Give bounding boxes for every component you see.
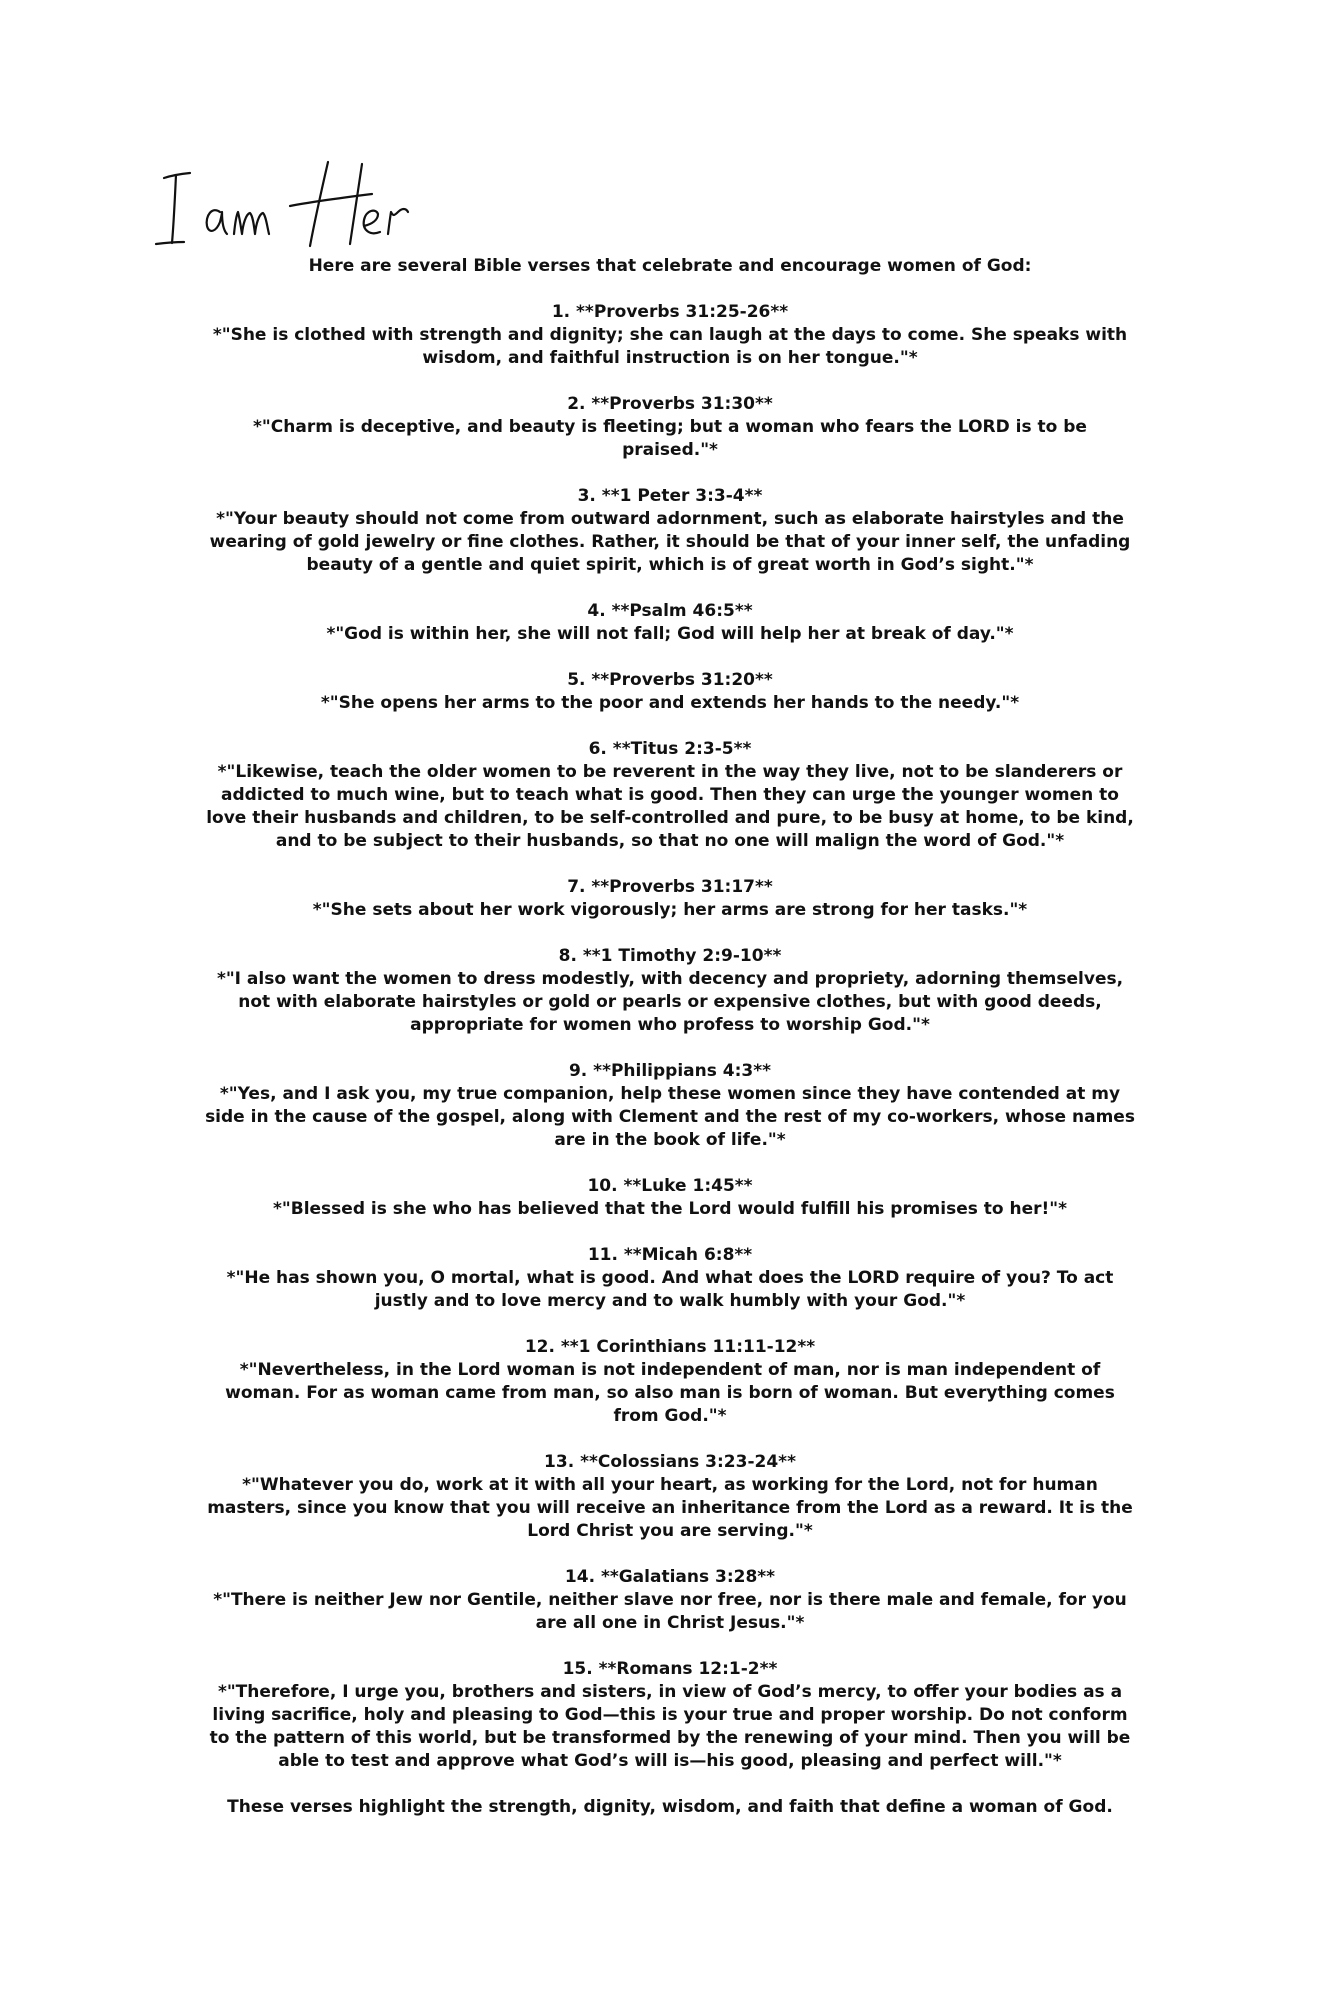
verse-reference: 7. **Proverbs 31:17** <box>567 877 773 897</box>
verse-reference: 13. **Colossians 3:23-24** <box>544 1452 796 1472</box>
verse-quote: *"Likewise, teach the older women to be reverent in the way they live, not to be slanderers or addicted to much wine, but to teach what is good. Then they can urge the younger women to love their husbands and children, to be self-controlled and pure, to be busy at home, to be kind, and to be subject to their husbands, so that no one will malign the word of God."* <box>206 762 1134 851</box>
verse-quote: *"Nevertheless, in the Lord woman is not independent of man, nor is man independent of woman. For as woman came from man, so also man is born of woman. But everything comes from God."* <box>225 1360 1115 1426</box>
verse-reference: 14. **Galatians 3:28** <box>564 1567 776 1587</box>
verse-quote: *"She opens her arms to the poor and extends her hands to the needy."* <box>320 693 1020 713</box>
verse-quote: *"Your beauty should not come from outward adornment, such as elaborate hairstyles and the wearing of gold jewelry or fine clothes. Rather, it should be that of your inner self, the unfading beauty of a gentle and quiet spirit, which is of great worth in God’s sight."* <box>209 509 1131 575</box>
verse-reference: 9. **Philippians 4:3** <box>568 1061 772 1081</box>
verse-reference: 15. **Romans 12:1-2** <box>562 1659 778 1679</box>
verse-item <box>205 669 1135 715</box>
verse-quote: *"Therefore, I urge you, brothers and sisters, in view of God’s mercy, to offer your bodies as a living sacrifice, holy and pleasing to God—this is your true and proper worship. Do not conform to the pattern of this world, but be transformed by the renewing of your mind. Then you will be able to test and approve what God’s will is—his good, pleasing and perfect will."* <box>209 1682 1131 1771</box>
verse-reference: 11. **Micah 6:8** <box>587 1245 753 1265</box>
verse-reference: 1. **Proverbs 31:25-26** <box>551 302 789 322</box>
verse-item <box>205 1566 1135 1635</box>
verse-reference: 2. **Proverbs 31:30** <box>567 394 773 414</box>
verse-reference: 10. **Luke 1:45** <box>587 1176 753 1196</box>
verse-item <box>205 945 1135 1037</box>
verse-item <box>205 1451 1135 1543</box>
verse-reference: 4. **Psalm 46:5** <box>587 601 753 621</box>
verse-reference: 6. **Titus 2:3-5** <box>588 739 752 759</box>
verse-quote: *"Charm is deceptive, and beauty is fleeting; but a woman who fears the LORD is to be praised."* <box>253 417 1087 460</box>
verse-reference: 5. **Proverbs 31:20** <box>567 670 773 690</box>
verse-item <box>205 1175 1135 1221</box>
verse-quote: *"Blessed is she who has believed that the Lord would fulfill his promises to her!"* <box>272 1199 1068 1219</box>
verse-quote: *"Whatever you do, work at it with all your heart, as working for the Lord, not for human masters, since you know that you will receive an inheritance from the Lord as a reward. It is the Lord Christ you are serving."* <box>207 1475 1133 1541</box>
verse-item <box>205 485 1135 577</box>
handwritten-title-graphic <box>150 150 430 260</box>
verse-item <box>205 876 1135 922</box>
verse-quote: *"Yes, and I ask you, my true companion, help these women since they have contended at my side in the cause of the gospel, along with Clement and the rest of my co-workers, whose names are in the book of life."* <box>205 1084 1135 1150</box>
verse-item <box>205 301 1135 370</box>
verse-quote: *"She sets about her work vigorously; her arms are strong for her tasks."* <box>312 900 1028 920</box>
verse-reference: 12. **1 Corinthians 11:11-12** <box>524 1337 816 1357</box>
verse-item <box>205 1658 1135 1773</box>
verse-quote: *"She is clothed with strength and dignity; she can laugh at the days to come. She speaks with wisdom, and faithful instruction is on her tongue."* <box>212 325 1128 368</box>
verse-item <box>205 1244 1135 1313</box>
verse-quote: *"I also want the women to dress modestly, with decency and propriety, adorning themselves, not with elaborate hairstyles or gold or pearls or expensive clothes, but with good deeds, appropriate for women who profess to worship God."* <box>216 969 1124 1035</box>
verse-quote: *"There is neither Jew nor Gentile, neither slave nor free, nor is there male and female, for you are all one in Christ Jesus."* <box>213 1590 1127 1633</box>
verse-item <box>205 738 1135 853</box>
verse-document <box>205 255 1135 1819</box>
verse-reference: 8. **1 Timothy 2:9-10** <box>558 946 782 966</box>
verse-quote: *"He has shown you, O mortal, what is good. And what does the LORD require of you? To act justly and to love mercy and to walk humbly with your God."* <box>226 1268 1114 1311</box>
verse-item <box>205 1060 1135 1152</box>
closing-text: These verses highlight the strength, dignity, wisdom, and faith that define a woman of God. <box>227 1797 1113 1817</box>
verse-reference: 3. **1 Peter 3:3-4** <box>577 486 763 506</box>
verse-item <box>205 600 1135 646</box>
i-am-her-logo <box>150 150 430 260</box>
verse-item <box>205 393 1135 462</box>
intro-text: Here are several Bible verses that celebrate and encourage women of God: <box>308 256 1032 276</box>
verse-item <box>205 1336 1135 1428</box>
verse-quote: *"God is within her, she will not fall; God will help her at break of day."* <box>326 624 1014 644</box>
